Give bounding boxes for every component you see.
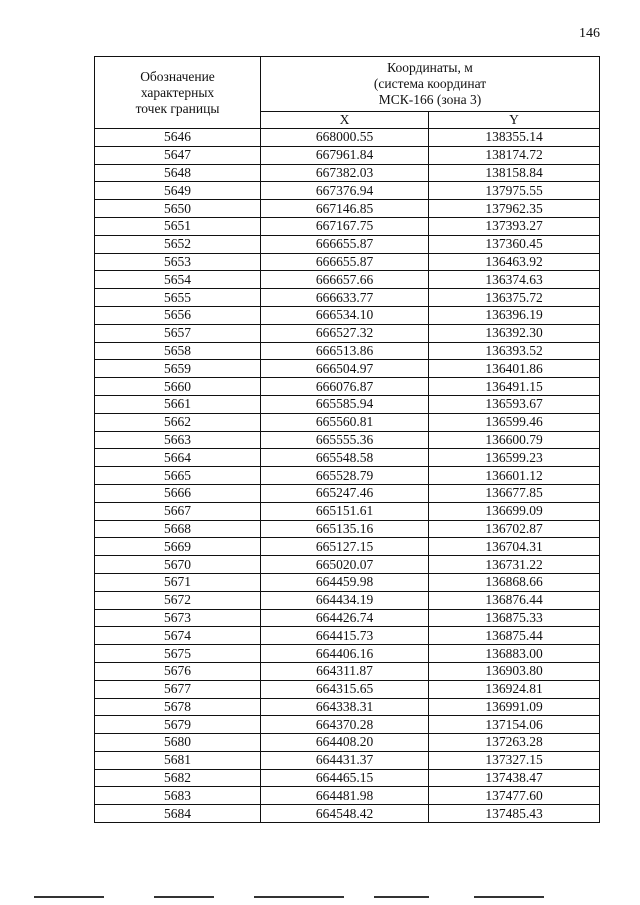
coordinates-header-line: МСК-166 (зона 3) (378, 92, 482, 107)
table-row (95, 751, 600, 769)
point-id-cell: 5680 (95, 734, 261, 752)
y-coordinate-cell: 136699.09 (429, 502, 600, 520)
table-row (95, 200, 600, 218)
x-coordinate-cell: 664311.87 (261, 662, 429, 680)
y-coordinate-cell: 136704.31 (429, 538, 600, 556)
table-row (95, 217, 600, 235)
point-id-cell: 5646 (95, 129, 261, 147)
y-coordinate-cell: 136593.67 (429, 395, 600, 413)
y-coordinate-cell: 137263.28 (429, 734, 600, 752)
x-coordinate-cell: 665151.61 (261, 502, 429, 520)
y-coordinate-cell: 136599.23 (429, 449, 600, 467)
point-id-cell: 5679 (95, 716, 261, 734)
table-header (95, 57, 600, 129)
x-coordinate-cell: 664434.19 (261, 591, 429, 609)
y-coordinate-cell: 138158.84 (429, 164, 600, 182)
point-id-cell: 5651 (95, 217, 261, 235)
table-row (95, 289, 600, 307)
table-row (95, 609, 600, 627)
point-id-cell: 5676 (95, 662, 261, 680)
point-id-cell: 5661 (95, 395, 261, 413)
y-coordinate-cell: 137360.45 (429, 235, 600, 253)
x-coordinate-cell: 666504.97 (261, 360, 429, 378)
y-coordinate-cell: 136374.63 (429, 271, 600, 289)
x-coordinate-cell: 665585.94 (261, 395, 429, 413)
point-id-cell: 5671 (95, 573, 261, 591)
y-coordinate-cell: 137154.06 (429, 716, 600, 734)
point-id-cell: 5648 (95, 164, 261, 182)
table-row (95, 146, 600, 164)
point-id-cell: 5674 (95, 627, 261, 645)
y-coordinate-cell: 136924.81 (429, 680, 600, 698)
point-id-cell: 5662 (95, 413, 261, 431)
y-coordinate-cell: 136599.46 (429, 413, 600, 431)
y-coordinate-cell: 136876.44 (429, 591, 600, 609)
point-id-cell: 5653 (95, 253, 261, 271)
table-body (95, 129, 600, 823)
y-coordinate-cell: 136677.85 (429, 484, 600, 502)
y-coordinate-cell: 138355.14 (429, 129, 600, 147)
x-coordinate-cell: 665555.36 (261, 431, 429, 449)
point-id-cell: 5660 (95, 378, 261, 396)
table-row (95, 556, 600, 574)
y-coordinate-cell: 136903.80 (429, 662, 600, 680)
x-coordinate-cell: 666657.66 (261, 271, 429, 289)
table-row (95, 698, 600, 716)
point-id-cell: 5647 (95, 146, 261, 164)
y-coordinate-cell: 136991.09 (429, 698, 600, 716)
y-coordinate-cell: 136463.92 (429, 253, 600, 271)
x-coordinate-cell: 666527.32 (261, 324, 429, 342)
table-row (95, 662, 600, 680)
x-coordinate-cell: 667382.03 (261, 164, 429, 182)
x-coordinate-cell: 664370.28 (261, 716, 429, 734)
x-coordinate-cell: 664315.65 (261, 680, 429, 698)
point-id-cell: 5677 (95, 680, 261, 698)
x-coordinate-cell: 666633.77 (261, 289, 429, 307)
x-coordinate-cell: 664481.98 (261, 787, 429, 805)
x-coordinate-cell: 665247.46 (261, 484, 429, 502)
x-coordinate-cell: 664548.42 (261, 805, 429, 823)
point-id-cell: 5675 (95, 645, 261, 663)
point-id-cell: 5650 (95, 200, 261, 218)
table-row (95, 734, 600, 752)
point-id-cell: 5669 (95, 538, 261, 556)
x-coordinate-cell: 667146.85 (261, 200, 429, 218)
table-row (95, 449, 600, 467)
point-id-cell: 5654 (95, 271, 261, 289)
x-coordinate-cell: 667376.94 (261, 182, 429, 200)
y-coordinate-cell: 136883.00 (429, 645, 600, 663)
table-row (95, 787, 600, 805)
y-coordinate-cell: 136731.22 (429, 556, 600, 574)
y-coordinate-cell: 136600.79 (429, 431, 600, 449)
point-id-cell: 5659 (95, 360, 261, 378)
point-id-cell: 5668 (95, 520, 261, 538)
table-row (95, 716, 600, 734)
table-row (95, 591, 600, 609)
x-coordinate-cell: 666513.86 (261, 342, 429, 360)
y-coordinate-cell: 136375.72 (429, 289, 600, 307)
y-coordinate-cell: 137975.55 (429, 182, 600, 200)
table-row (95, 306, 600, 324)
table-row (95, 627, 600, 645)
table-row (95, 769, 600, 787)
x-coordinate-cell: 667167.75 (261, 217, 429, 235)
x-coordinate-cell: 664431.37 (261, 751, 429, 769)
y-coordinate-cell: 136393.52 (429, 342, 600, 360)
table-row (95, 645, 600, 663)
point-id-cell: 5682 (95, 769, 261, 787)
point-id-header-line: характерных (140, 84, 215, 100)
point-id-cell: 5656 (95, 306, 261, 324)
point-id-cell: 5667 (95, 502, 261, 520)
y-coordinate-cell: 137485.43 (429, 805, 600, 823)
point-id-header-line: Обозначение (140, 68, 215, 84)
x-coordinate-cell: 664408.20 (261, 734, 429, 752)
point-id-cell: 5658 (95, 342, 261, 360)
table-row (95, 484, 600, 502)
table-row (95, 164, 600, 182)
y-coordinate-cell: 137477.60 (429, 787, 600, 805)
point-id-cell: 5663 (95, 431, 261, 449)
table-row (95, 413, 600, 431)
x-coordinate-cell: 665020.07 (261, 556, 429, 574)
y-coordinate-cell: 137438.47 (429, 769, 600, 787)
table-row (95, 573, 600, 591)
coordinates-header-line: Координаты, м (387, 60, 473, 75)
x-coordinate-cell: 665135.16 (261, 520, 429, 538)
x-coordinate-cell: 664459.98 (261, 573, 429, 591)
table-row (95, 129, 600, 147)
table-row (95, 342, 600, 360)
coordinates-header-line: (система координат (373, 76, 487, 91)
table-row (95, 538, 600, 556)
y-coordinate-cell: 137962.35 (429, 200, 600, 218)
coordinates-header (261, 57, 600, 112)
table-row (95, 324, 600, 342)
table-row (95, 502, 600, 520)
table-row (95, 271, 600, 289)
point-id-cell: 5649 (95, 182, 261, 200)
footer-scan-marks (34, 896, 594, 900)
y-column-header: Y (429, 112, 600, 129)
point-id-cell: 5670 (95, 556, 261, 574)
x-coordinate-cell: 666655.87 (261, 235, 429, 253)
point-id-cell: 5684 (95, 805, 261, 823)
x-coordinate-cell: 666655.87 (261, 253, 429, 271)
y-coordinate-cell: 136702.87 (429, 520, 600, 538)
table-row (95, 680, 600, 698)
table-row (95, 235, 600, 253)
y-coordinate-cell: 136491.15 (429, 378, 600, 396)
x-coordinate-cell: 665528.79 (261, 467, 429, 485)
point-id-cell: 5678 (95, 698, 261, 716)
x-coordinate-cell: 665560.81 (261, 413, 429, 431)
x-coordinate-cell: 664465.15 (261, 769, 429, 787)
point-id-cell: 5681 (95, 751, 261, 769)
point-id-cell: 5655 (95, 289, 261, 307)
x-coordinate-cell: 664406.16 (261, 645, 429, 663)
table-row (95, 431, 600, 449)
y-coordinate-cell: 136396.19 (429, 306, 600, 324)
y-coordinate-cell: 137327.15 (429, 751, 600, 769)
x-coordinate-cell: 668000.55 (261, 129, 429, 147)
y-coordinate-cell: 136401.86 (429, 360, 600, 378)
y-coordinate-cell: 136868.66 (429, 573, 600, 591)
point-id-cell: 5657 (95, 324, 261, 342)
point-id-cell: 5665 (95, 467, 261, 485)
x-coordinate-cell: 666534.10 (261, 306, 429, 324)
table-row (95, 467, 600, 485)
y-coordinate-cell: 136875.44 (429, 627, 600, 645)
point-id-cell: 5652 (95, 235, 261, 253)
point-id-cell: 5683 (95, 787, 261, 805)
x-column-header: X (261, 112, 429, 129)
table-row (95, 360, 600, 378)
point-id-header-line: точек границы (135, 100, 220, 116)
y-coordinate-cell: 136392.30 (429, 324, 600, 342)
x-coordinate-cell: 664426.74 (261, 609, 429, 627)
y-coordinate-cell: 136875.33 (429, 609, 600, 627)
x-coordinate-cell: 666076.87 (261, 378, 429, 396)
point-id-cell: 5664 (95, 449, 261, 467)
x-coordinate-cell: 667961.84 (261, 146, 429, 164)
page-number: 146 (579, 26, 600, 41)
x-coordinate-cell: 664338.31 (261, 698, 429, 716)
point-id-cell: 5672 (95, 591, 261, 609)
y-coordinate-cell: 138174.72 (429, 146, 600, 164)
y-coordinate-cell: 137393.27 (429, 217, 600, 235)
table-row (95, 520, 600, 538)
x-coordinate-cell: 665548.58 (261, 449, 429, 467)
table-row (95, 395, 600, 413)
y-coordinate-cell: 136601.12 (429, 467, 600, 485)
table-row (95, 805, 600, 823)
table-row (95, 253, 600, 271)
point-id-header (95, 57, 261, 129)
table-row (95, 182, 600, 200)
point-id-cell: 5666 (95, 484, 261, 502)
x-coordinate-cell: 664415.73 (261, 627, 429, 645)
point-id-cell: 5673 (95, 609, 261, 627)
table-row (95, 378, 600, 396)
x-coordinate-cell: 665127.15 (261, 538, 429, 556)
coordinates-table (94, 56, 600, 823)
